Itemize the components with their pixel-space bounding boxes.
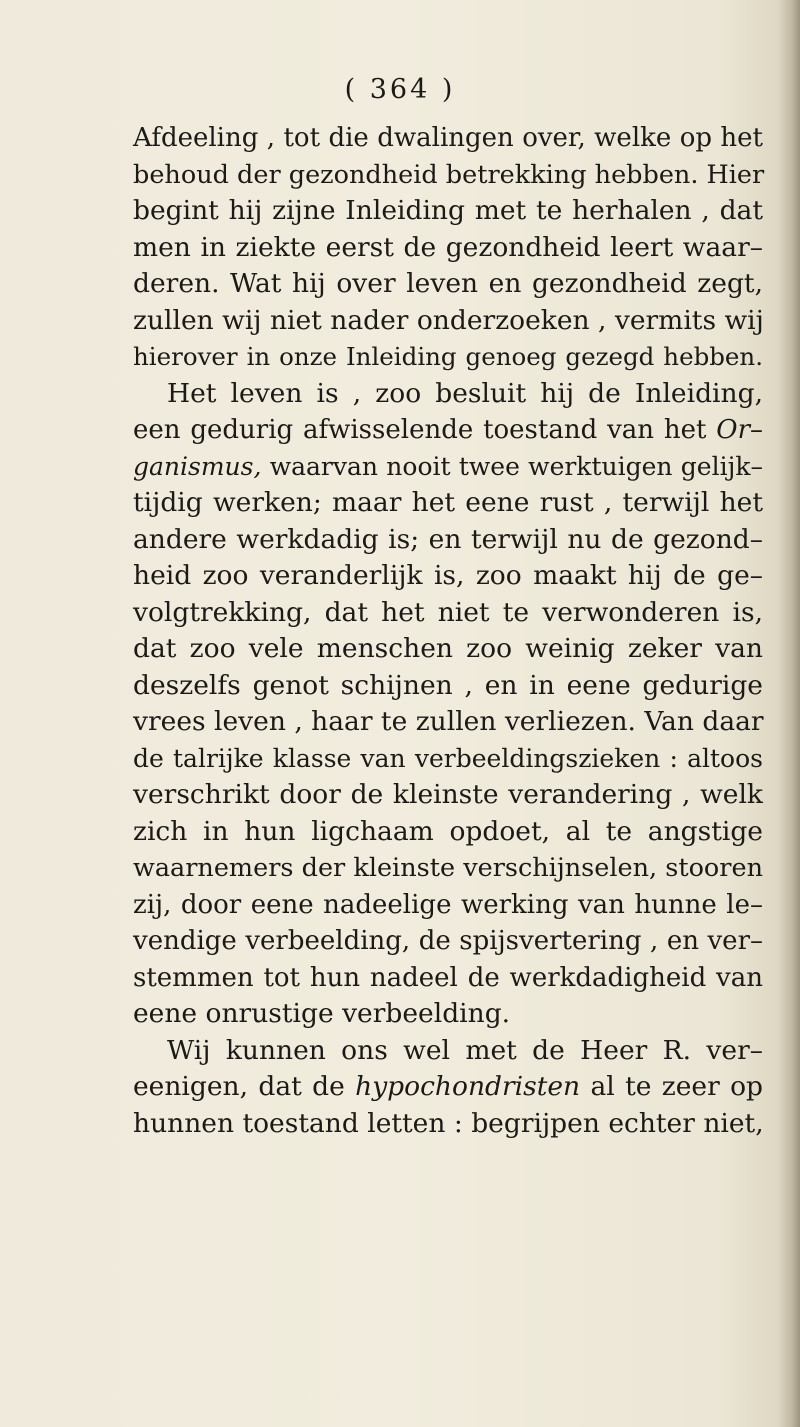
text-line: men in ziekte eerst de gezondheid leert waar– (133, 231, 763, 263)
text-line: eenigen, dat de hypochondristen al te zeer op (133, 1071, 763, 1102)
text-line: deren. Wat hij over leven en gezondheid zegt, (133, 268, 763, 299)
text-line: de talrijke klasse van verbeeldingszieken : altoos (133, 743, 763, 773)
text-line: vendige verbeelding, de spijsvertering , en ver– (133, 926, 763, 956)
text-line: andere werkdadig is; en terwijl nu de gezond– (133, 523, 763, 555)
text-line: ganismus, waarvan nooit twee werktuigen gelijk– (133, 451, 763, 481)
text-line: vrees leven , haar te zullen verliezen. Van daar (133, 706, 764, 737)
text-line: verschrikt door de kleinste verandering , welk (133, 779, 763, 810)
text-line: hierover in onze Inleiding genoeg gezegd hebben. (133, 342, 763, 371)
text-line: Het leven is , zoo besluit hij de Inleiding, (167, 377, 763, 409)
text-line: Afdeeling , tot die dwalingen over, welke op het (133, 123, 763, 153)
text-line: waarnemers der kleinste verschijnselen, stooren (133, 853, 763, 883)
text-line: eene onrustige verbeelding. (133, 998, 511, 1029)
text-line: behoud der gezondheid betrekking hebben. Hier (133, 159, 765, 190)
text-line: dat zoo vele menschen zoo weinig zeker van (133, 633, 763, 664)
text-line: heid zoo veranderlijk is, zoo maakt hij de ge– (133, 560, 763, 591)
text-line: tijdig werken; maar het eene rust , terwijl het (133, 487, 763, 518)
page-number: ( 364 ) (344, 74, 456, 105)
text-line: deszelfs genot schijnen , en in eene gedurige (133, 669, 763, 701)
text-line: stemmen tot hun nadeel de werkdadigheid van (133, 962, 763, 993)
text-line: zich in hun ligchaam opdoet, al te angstige (133, 815, 763, 847)
text-line: zullen wij niet nader onderzoeken , vermits wij (133, 304, 764, 336)
text-line: volgtrekking, dat het niet te verwonderen is, (133, 596, 763, 628)
text-line: hunnen toestand letten : begrijpen echter niet, (133, 1107, 764, 1139)
text-line: Wij kunnen ons wel met de Heer R. ver– (167, 1034, 763, 1066)
text-line: zij, door eene nadeelige werking van hunne le– (133, 889, 763, 920)
page-edge-shadow (778, 0, 800, 1427)
text-line: begint hij zijne Inleiding met te herhalen , dat (133, 195, 763, 226)
body-text (133, 120, 763, 1142)
text-line: een gedurig afwisselende toestand van het Or– (133, 415, 763, 445)
